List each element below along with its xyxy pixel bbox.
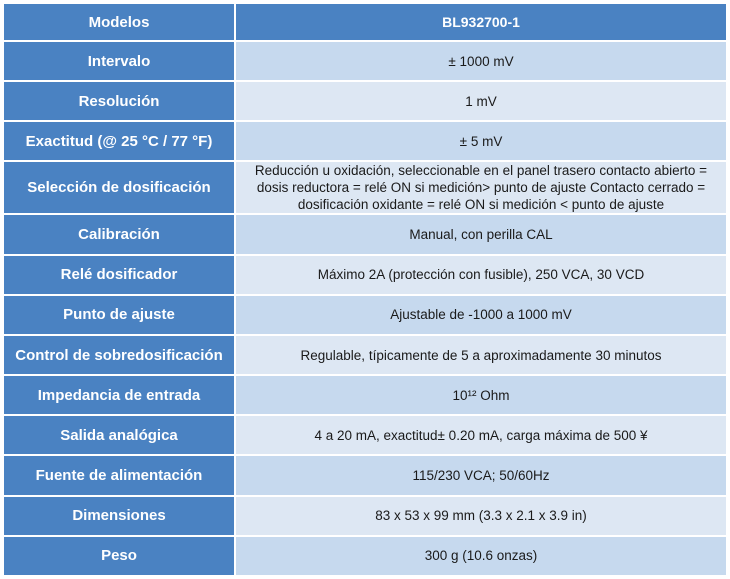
row-label: Punto de ajuste xyxy=(3,295,235,335)
table-row-punto-ajuste xyxy=(3,295,727,335)
table-row-rele-dosificador xyxy=(3,255,727,295)
row-label: Relé dosificador xyxy=(3,255,235,295)
table-row-seleccion-dosificacion xyxy=(3,161,727,214)
row-label: Fuente de alimentación xyxy=(3,455,235,495)
table-row-resolucion xyxy=(3,81,727,121)
row-value: Máximo 2A (protección con fusible), 250 VCA, 30 VCD xyxy=(235,255,727,295)
table-row-intervalo xyxy=(3,41,727,81)
table-row-control-sobredosificacion xyxy=(3,335,727,375)
row-value: 10¹² Ohm xyxy=(235,375,727,415)
row-value: 4 a 20 mA, exactitud± 0.20 mA, carga máxima de 500 ¥ xyxy=(235,415,727,455)
row-value: 300 g (10.6 onzas) xyxy=(235,536,727,576)
row-label: Selección de dosificación xyxy=(3,161,235,214)
row-label: Dimensiones xyxy=(3,496,235,536)
table-row-exactitud xyxy=(3,121,727,161)
row-label: Salida analógica xyxy=(3,415,235,455)
row-value: 115/230 VCA; 50/60Hz xyxy=(235,455,727,495)
specifications-table xyxy=(2,2,728,577)
row-value: BL932700-1 xyxy=(235,3,727,41)
row-label: Intervalo xyxy=(3,41,235,81)
table-row-calibracion xyxy=(3,214,727,254)
table-row-modelos xyxy=(3,3,727,41)
row-label: Control de sobredosificación xyxy=(3,335,235,375)
row-value: Manual, con perilla CAL xyxy=(235,214,727,254)
row-value: Ajustable de -1000 a 1000 mV xyxy=(235,295,727,335)
row-label: Calibración xyxy=(3,214,235,254)
row-value: ± 5 mV xyxy=(235,121,727,161)
row-label: Peso xyxy=(3,536,235,576)
row-label: Exactitud (@ 25 °C / 77 °F) xyxy=(3,121,235,161)
row-value: Reducción u oxidación, seleccionable en el panel trasero contacto abierto = dosis reductora = relé ON si medición> punto de ajuste Contacto cerrado = dosificación oxidante = relé ON si medición < punto de ajuste xyxy=(235,161,727,214)
table-row-fuente-alimentacion xyxy=(3,455,727,495)
row-label: Impedancia de entrada xyxy=(3,375,235,415)
table-row-impedancia xyxy=(3,375,727,415)
row-label: Modelos xyxy=(3,3,235,41)
row-value: 1 mV xyxy=(235,81,727,121)
row-label: Resolución xyxy=(3,81,235,121)
row-value: 83 x 53 x 99 mm (3.3 x 2.1 x 3.9 in) xyxy=(235,496,727,536)
row-value: ± 1000 mV xyxy=(235,41,727,81)
table-row-peso xyxy=(3,536,727,576)
row-value: Regulable, típicamente de 5 a aproximadamente 30 minutos xyxy=(235,335,727,375)
table-row-salida-analogica xyxy=(3,415,727,455)
table-row-dimensiones xyxy=(3,496,727,536)
